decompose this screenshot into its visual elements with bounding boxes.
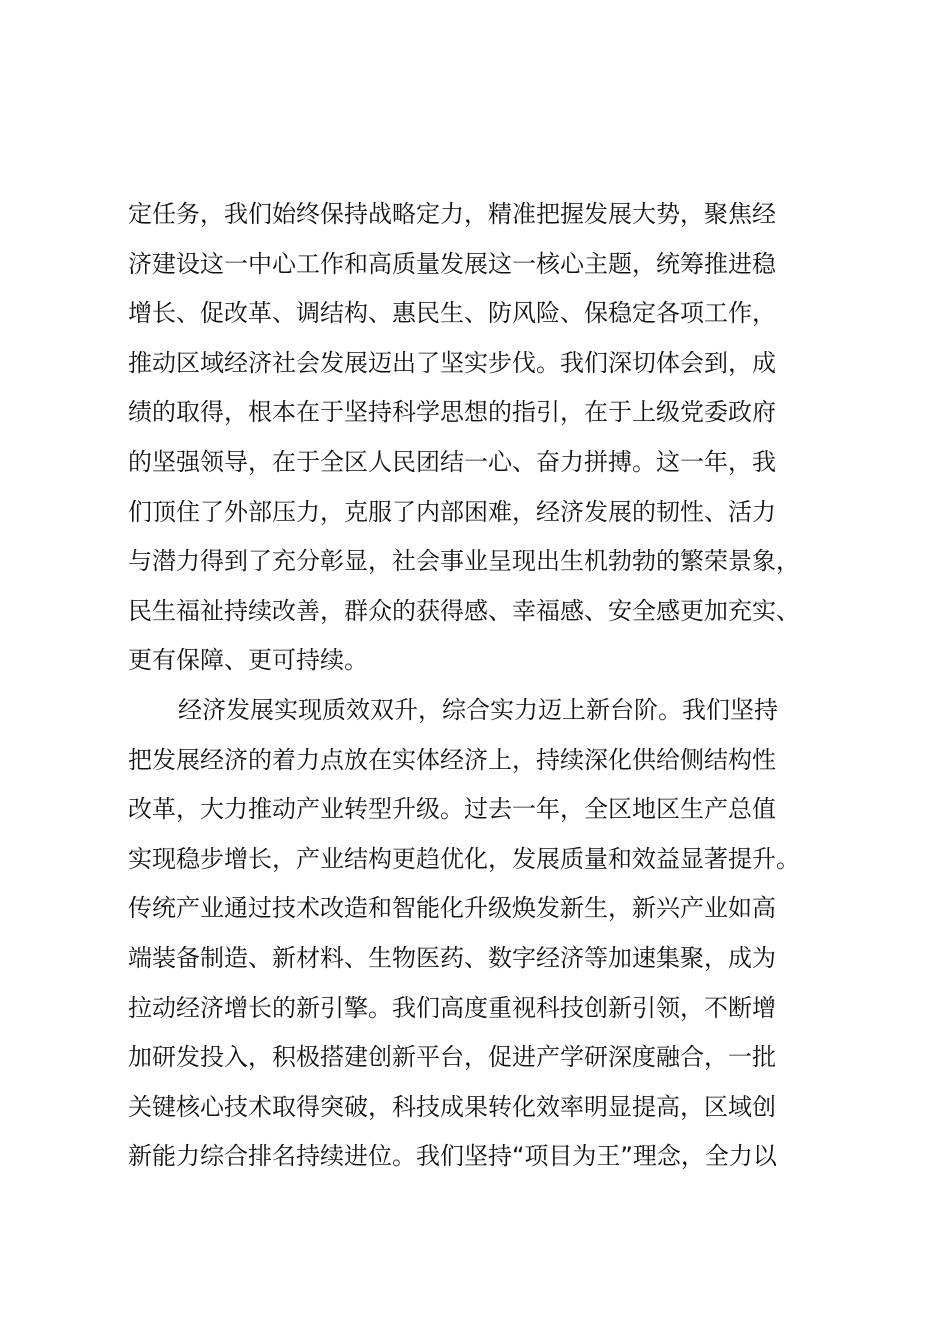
body-text [128,190,848,1182]
paragraph-1 [128,190,848,686]
text-line: 与潜力得到了充分彰显，社会事业呈现出生机勃勃的繁荣景象， [128,547,800,576]
text-line: 把发展经济的着力点放在实体经济上，持续深化供给侧结构性 [128,745,776,774]
text-line: 更有保障、更可持续。 [128,646,368,675]
text-line: 新能力综合排名持续进位。我们坚持“项目为王”理念，全力以 [128,1142,777,1171]
text-line: 定任务，我们始终保持战略定力，精准把握发展大势，聚焦经 [128,200,776,228]
text-line: 推动区域经济社会发展迈出了坚实步伐。我们深切体会到，成 [128,348,776,377]
text-line: 的坚强领导，在于全区人民团结一心、奋力拼搏。这一年，我 [128,447,776,476]
text-line: 民生福祉持续改善，群众的获得感、幸福感、安全感更加充实、 [128,596,800,625]
text-line: 传统产业通过技术改造和智能化升级焕发新生，新兴产业如高 [128,894,776,923]
text-line: 济建设这一中心工作和高质量发展这一核心主题，统筹推进稳 [128,249,776,278]
text-line: 们顶住了外部压力，克服了内部困难，经济发展的韧性、活力 [128,497,776,526]
text-line: 改革，大力推动产业转型升级。过去一年，全区地区生产总值 [128,795,776,824]
text-line: 增长、促改革、调结构、惠民生、防风险、保稳定各项工作， [128,299,776,328]
text-line: 加研发投入，积极搭建创新平台，促进产学研深度融合，一批 [128,1043,776,1072]
text-line: 绩的取得，根本在于坚持科学思想的指引，在于上级党委政府 [128,398,776,427]
text-line: 经济发展实现质效双升，综合实力迈上新台阶。我们坚持 [178,695,778,724]
text-line: 端装备制造、新材料、生物医药、数字经济等加速集聚，成为 [128,943,776,972]
text-line: 关键核心技术取得突破，科技成果转化效率明显提高，区域创 [128,1092,776,1121]
text-line: 拉动经济增长的新引擎。我们高度重视科技创新引领，不断增 [128,993,776,1022]
paragraph-2 [128,686,848,1182]
text-line: 实现稳步增长，产业结构更趋优化，发展质量和效益显著提升。 [128,844,800,873]
